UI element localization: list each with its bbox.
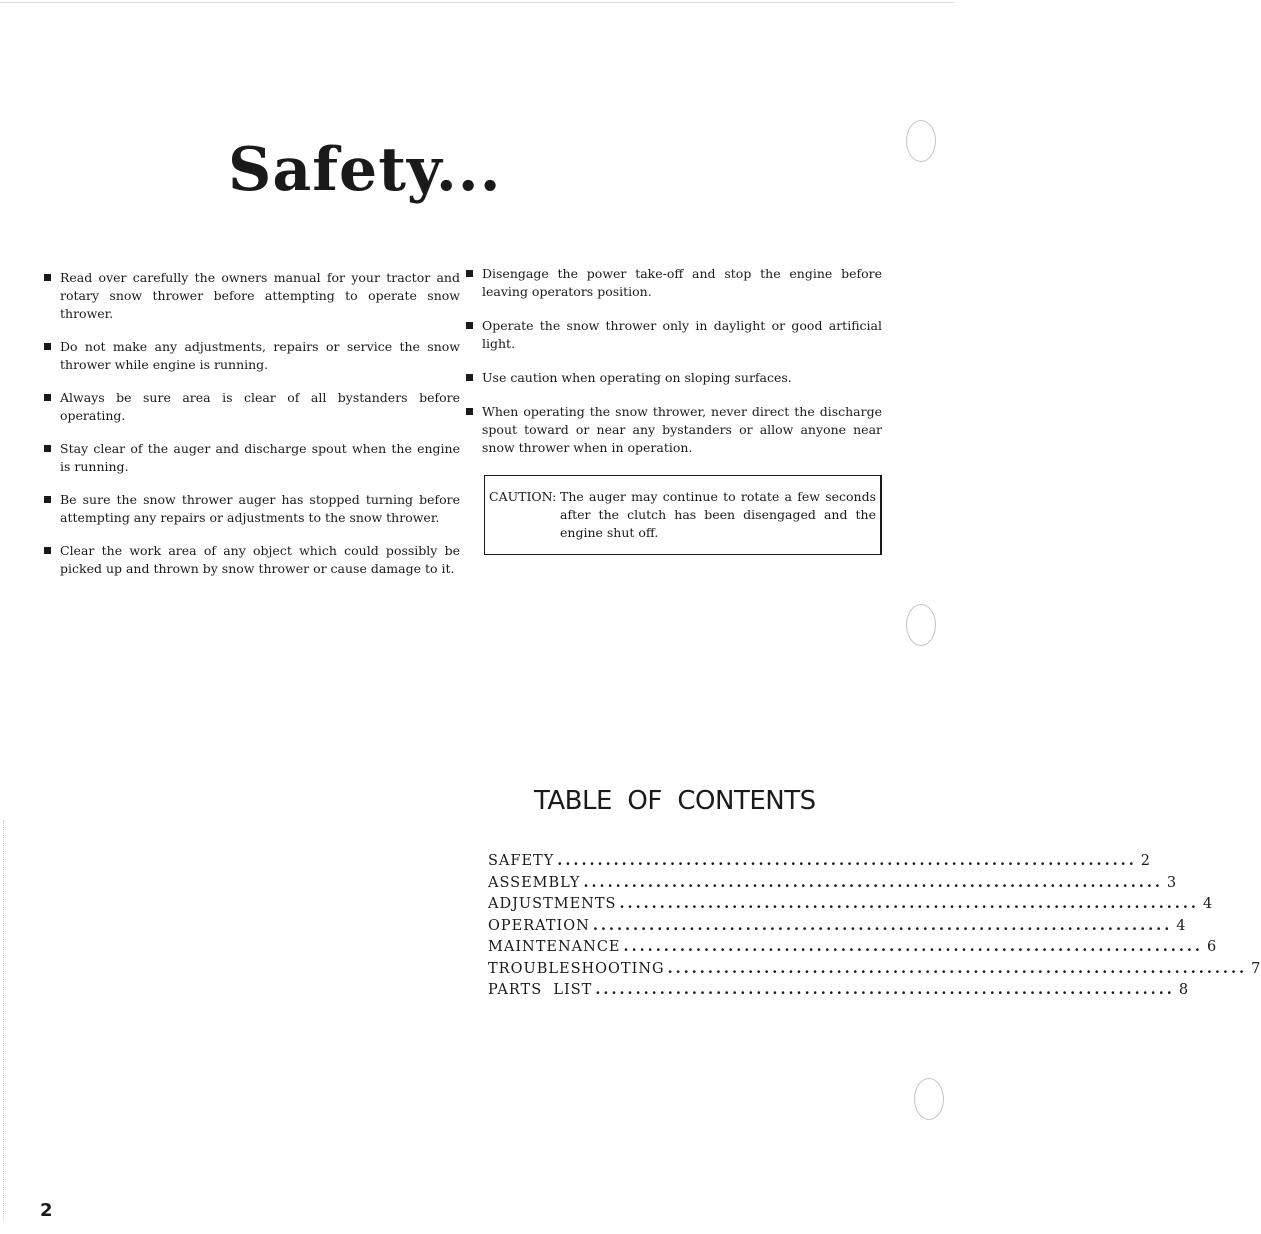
page-number: 2 [40, 1200, 53, 1221]
dot-leader: ........................................................................ [592, 916, 1173, 934]
list-item: Read over carefully the owners manual for your tractor and rotary snow thrower before attempting to operate snow thrower. [44, 269, 460, 323]
list-item: Stay clear of the auger and discharge spout when the engine is running. [44, 440, 460, 476]
dot-leader: ........................................................................ [557, 852, 1137, 869]
square-bullet-icon [44, 445, 51, 452]
list-item: Clear the work area of any object which could possibly be picked up and thrown by snow thrower or cause damage to it. [44, 542, 460, 578]
dot-leader: ........................................................................ [619, 895, 1199, 912]
table-of-contents [488, 852, 1261, 1003]
toc-entry-page: 4 [1202, 896, 1214, 912]
toc-entry-name: MAINTENANCE [488, 939, 621, 955]
square-bullet-icon [466, 270, 473, 277]
dot-leader: ........................................................................ [595, 981, 1175, 998]
caution-text: The auger may continue to rotate a few seconds after the clutch has been disengaged and the engine shut off. [560, 489, 876, 540]
toc-entry[interactable] [488, 873, 1178, 896]
list-item: Disengage the power take-off and stop the engine before leaving operators position. [466, 265, 882, 301]
square-bullet-icon [44, 496, 51, 503]
square-bullet-icon [44, 547, 51, 554]
toc-entry[interactable] [488, 895, 1214, 917]
toc-entry[interactable] [488, 916, 1187, 939]
toc-entry-name: ASSEMBLY [488, 874, 581, 891]
dot-leader: ........................................................................ [667, 959, 1248, 977]
square-bullet-icon [466, 322, 473, 329]
toc-entry-page: 2 [1140, 853, 1151, 869]
safety-list-left [44, 269, 460, 578]
left-edge-rule [3, 820, 4, 1220]
list-item: Use caution when operating on sloping surfaces. [466, 369, 882, 387]
dot-leader: ........................................................................ [583, 873, 1163, 891]
binder-hole-icon [914, 1078, 944, 1120]
caution-label: CAUTION: [489, 489, 557, 504]
toc-entry-name: OPERATION [488, 917, 590, 934]
toc-entry-page: 7 [1251, 960, 1261, 977]
caution-box [484, 475, 882, 555]
square-bullet-icon [44, 343, 51, 350]
toc-entry[interactable] [488, 852, 1151, 874]
toc-entry-page: 6 [1206, 939, 1218, 955]
list-item: When operating the snow thrower, never direct the discharge spout toward or near any bystanders or allow anyone near snow thrower when in operation. [466, 403, 882, 457]
toc-entry-page: 3 [1166, 874, 1178, 891]
binder-hole-icon [906, 120, 936, 162]
toc-entry-name: PARTS LIST [488, 982, 593, 998]
list-item: Do not make any adjustments, repairs or service the snow thrower while engine is running. [44, 338, 460, 374]
square-bullet-icon [466, 408, 473, 415]
square-bullet-icon [466, 374, 473, 381]
toc-entry-name: TROUBLESHOOTING [488, 960, 665, 977]
binder-hole-icon [906, 604, 936, 646]
toc-entry[interactable] [488, 938, 1218, 960]
list-item: Be sure the snow thrower auger has stopped turning before attempting any repairs or adjustments to the snow thrower. [44, 491, 460, 527]
list-item: Always be sure area is clear of all bystanders before operating. [44, 389, 460, 425]
dot-leader: ........................................................................ [623, 938, 1203, 955]
square-bullet-icon [44, 394, 51, 401]
toc-entry-name: SAFETY [488, 853, 555, 869]
toc-entry-name: ADJUSTMENTS [488, 896, 617, 912]
toc-entry-page: 8 [1178, 982, 1190, 998]
toc-entry[interactable] [488, 981, 1190, 1003]
page-title: Safety... [228, 135, 502, 205]
toc-title: TABLE OF CONTENTS [534, 786, 816, 816]
toc-entry-page: 4 [1176, 917, 1187, 934]
top-edge-rule [0, 2, 954, 3]
list-item: Operate the snow thrower only in daylight or good artificial light. [466, 317, 882, 353]
toc-entry[interactable] [488, 959, 1261, 982]
square-bullet-icon [44, 274, 51, 281]
safety-list-right [466, 265, 882, 457]
